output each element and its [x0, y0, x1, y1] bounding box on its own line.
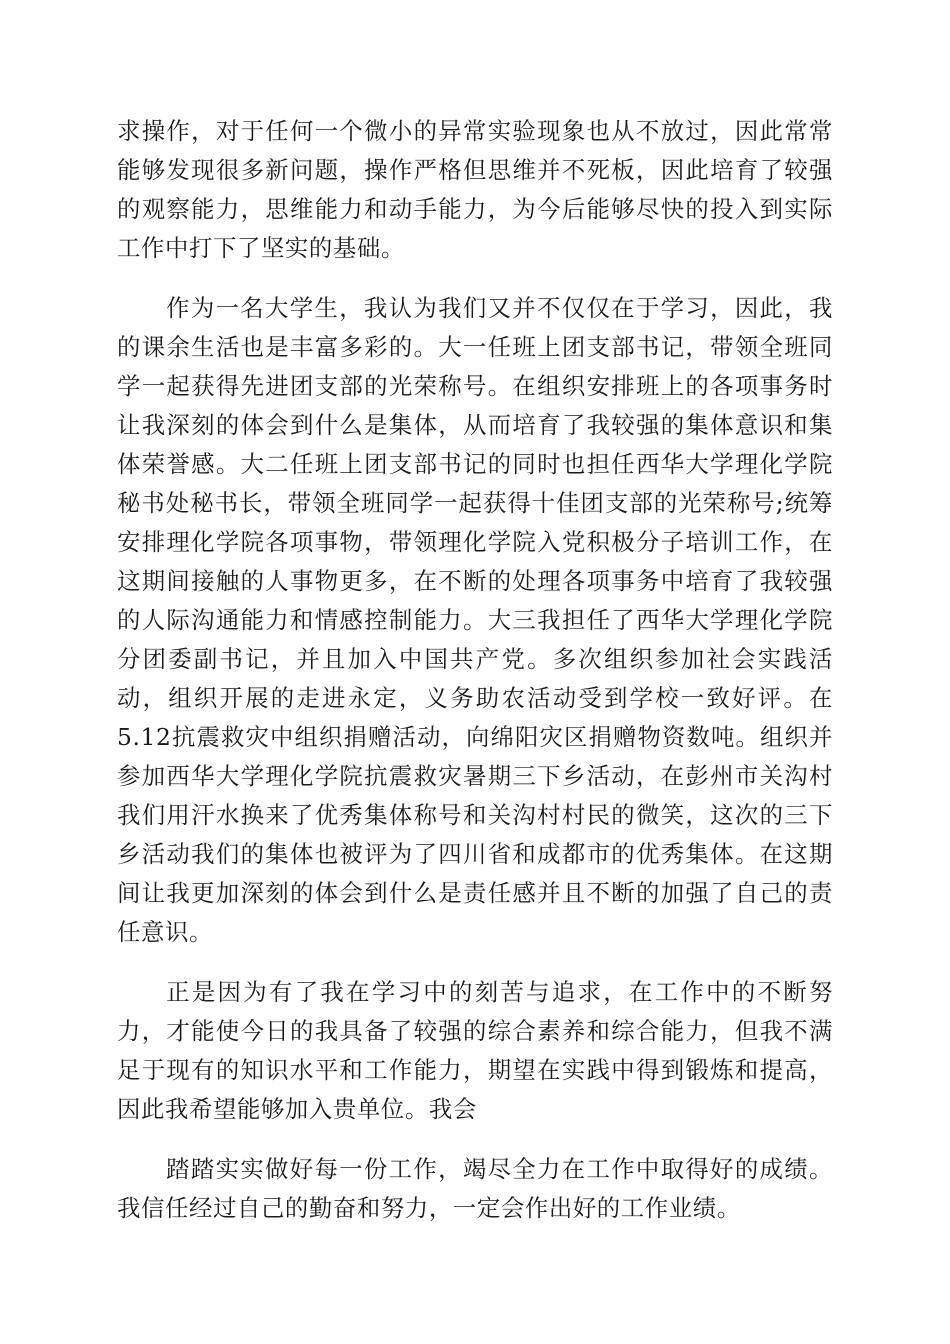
paragraph-1: 求操作，对于任何一个微小的异常实验现象也从不放过，因此常常能够发现很多新问题，操作严格但思维并不死板，因此培育了较强的观察能力，思维能力和动手能力，为今后能够尽快的投入到实际工作中打下了坚实的基础。	[117, 117, 833, 262]
document-body	[117, 112, 833, 1228]
paragraph-2: 作为一名大学生，我认为我们又并不仅仅在于学习，因此，我的课余生活也是丰富多彩的。大一任班上团支部书记，带领全班同学一起获得先进团支部的光荣称号。在组织安排班上的各项事务时让我深刻的体会到什么是集体，从而培育了我较强的集体意识和集体荣誉感。大二任班上团支部书记的同时也担任西华大学理化学院秘书处秘书长，带领全班同学一起获得十佳团支部的光荣称号;统筹安排理化学院各项事物，带领理化学院入党积极分子培训工作，在这期间接触的人事物更多，在不断的处理各项事务中培育了我较强的人际沟通能力和情感控制能力。大三我担任了西华大学理化学院分团委副书记，并且加入中国共产党。多次组织参加社会实践活动，组织开展的走进永定，义务助农活动受到学校一致好评。在5.12抗震救灾中组织捐赠活动，向绵阳灾区捐赠物资数吨。组织并参加西华大学理化学院抗震救灾暑期三下乡活动，在彭州市关沟村我们用汗水换来了优秀集体称号和关沟村村民的微笑，这次的三下乡活动我们的集体也被评为了四川省和成都市的优秀集体。在这期间让我更加深刻的体会到什么是责任感并且不断的加强了自己的责任意识。	[117, 294, 833, 946]
paragraph-4: 踏踏实实做好每一份工作，竭尽全力在工作中取得好的成绩。我信任经过自己的勤奋和努力，一定会作出好的工作业绩。	[117, 1155, 833, 1222]
paragraph-3: 正是因为有了我在学习中的刻苦与追求，在工作中的不断努力，才能使今日的我具备了较强的综合素养和综合能力，但我不满足于现有的知识水平和工作能力，期望在实践中得到锻炼和提高，因此我希望能够加入贵单位。我会	[117, 978, 833, 1123]
